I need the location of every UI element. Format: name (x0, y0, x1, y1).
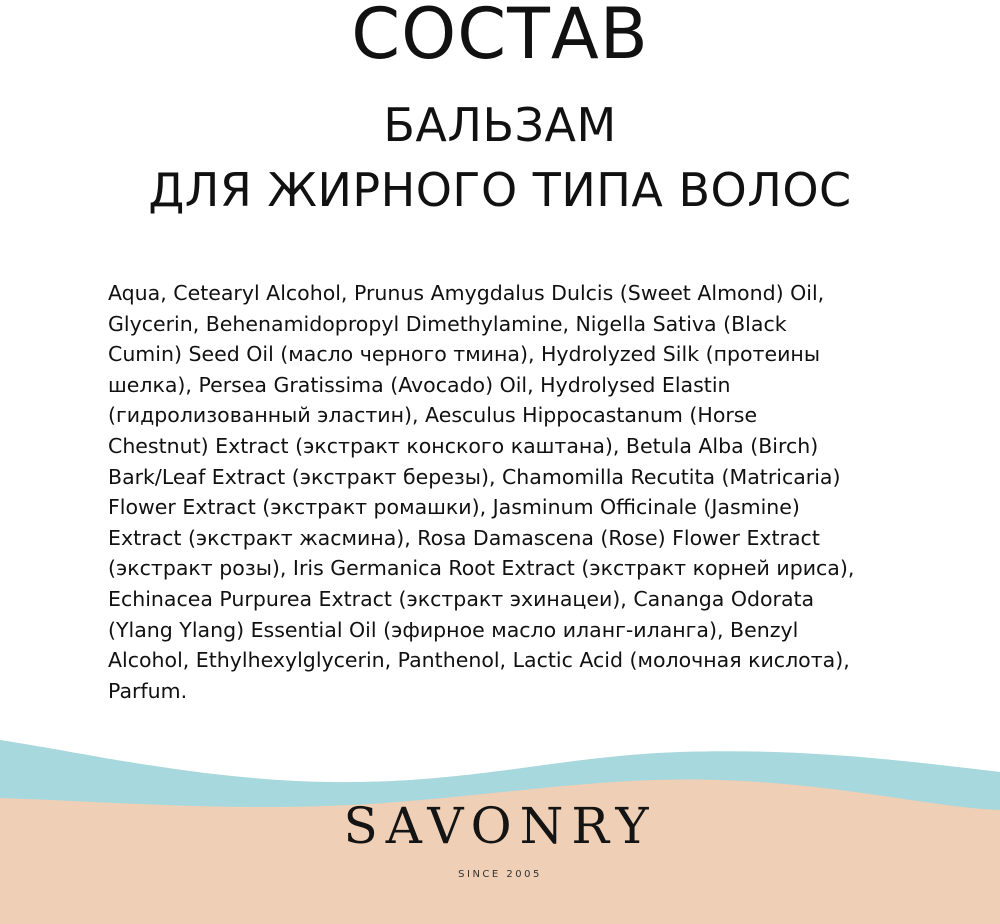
ingredients-line: Bark/Leaf Extract (экстракт березы), Chamomilla Recutita (Matricaria) (108, 464, 841, 489)
ingredients-line: Glycerin, Behenamidopropyl Dimethylamine, Nigella Sativa (Black (108, 311, 787, 336)
ingredients-line: Echinacea Purpurea Extract (экстракт эхинацеи), Cananga Odorata (108, 586, 815, 611)
brand-since-text: SINCE 2005 (458, 869, 542, 880)
ingredients-line: (гидролизованный эластин), Aesculus Hippocastanum (Horse (108, 403, 758, 428)
ingredients-line: Parfum. (108, 678, 188, 703)
ingredients-line: шелка), Persea Gratissima (Avocado) Oil, Hydrolysed Elastin (108, 372, 731, 397)
ingredients-line: Alcohol, Ethylhexylglycerin, Panthenol, Lactic Acid (молочная кислота), (108, 648, 850, 673)
ingredients-line: Chestnut) Extract (экстракт конского каштана), Betula Alba (Birch) (108, 433, 819, 458)
ingredients-line: Flower Extract (экстракт ромашки), Jasminum Officinale (Jasmine) (108, 495, 800, 520)
page-title: СОСТАВ (351, 0, 649, 75)
product-name: БАЛЬЗАМ (383, 98, 617, 152)
ingredients-text (108, 278, 928, 706)
ingredients-line: Aqua, Cetearyl Alcohol, Prunus Amygdalus Dulcis (Sweet Almond) Oil, (108, 281, 825, 305)
ingredients-line: Extract (экстракт жасмина), Rosa Damascena (Rose) Flower Extract (108, 525, 820, 550)
ingredients-line: (экстракт розы), Iris Germanica Root Extract (экстракт корней ириса), (108, 556, 855, 581)
brand-logo: SAVONRY (343, 797, 657, 855)
ingredients-line: Cumin) Seed Oil (масло черного тмина), Hydrolyzed Silk (протеины (108, 342, 821, 367)
ingredients-line: (Ylang Ylang) Essential Oil (эфирное масло иланг-иланга), Benzyl (108, 617, 799, 642)
product-type: ДЛЯ ЖИРНОГО ТИПА ВОЛОС (148, 163, 852, 217)
